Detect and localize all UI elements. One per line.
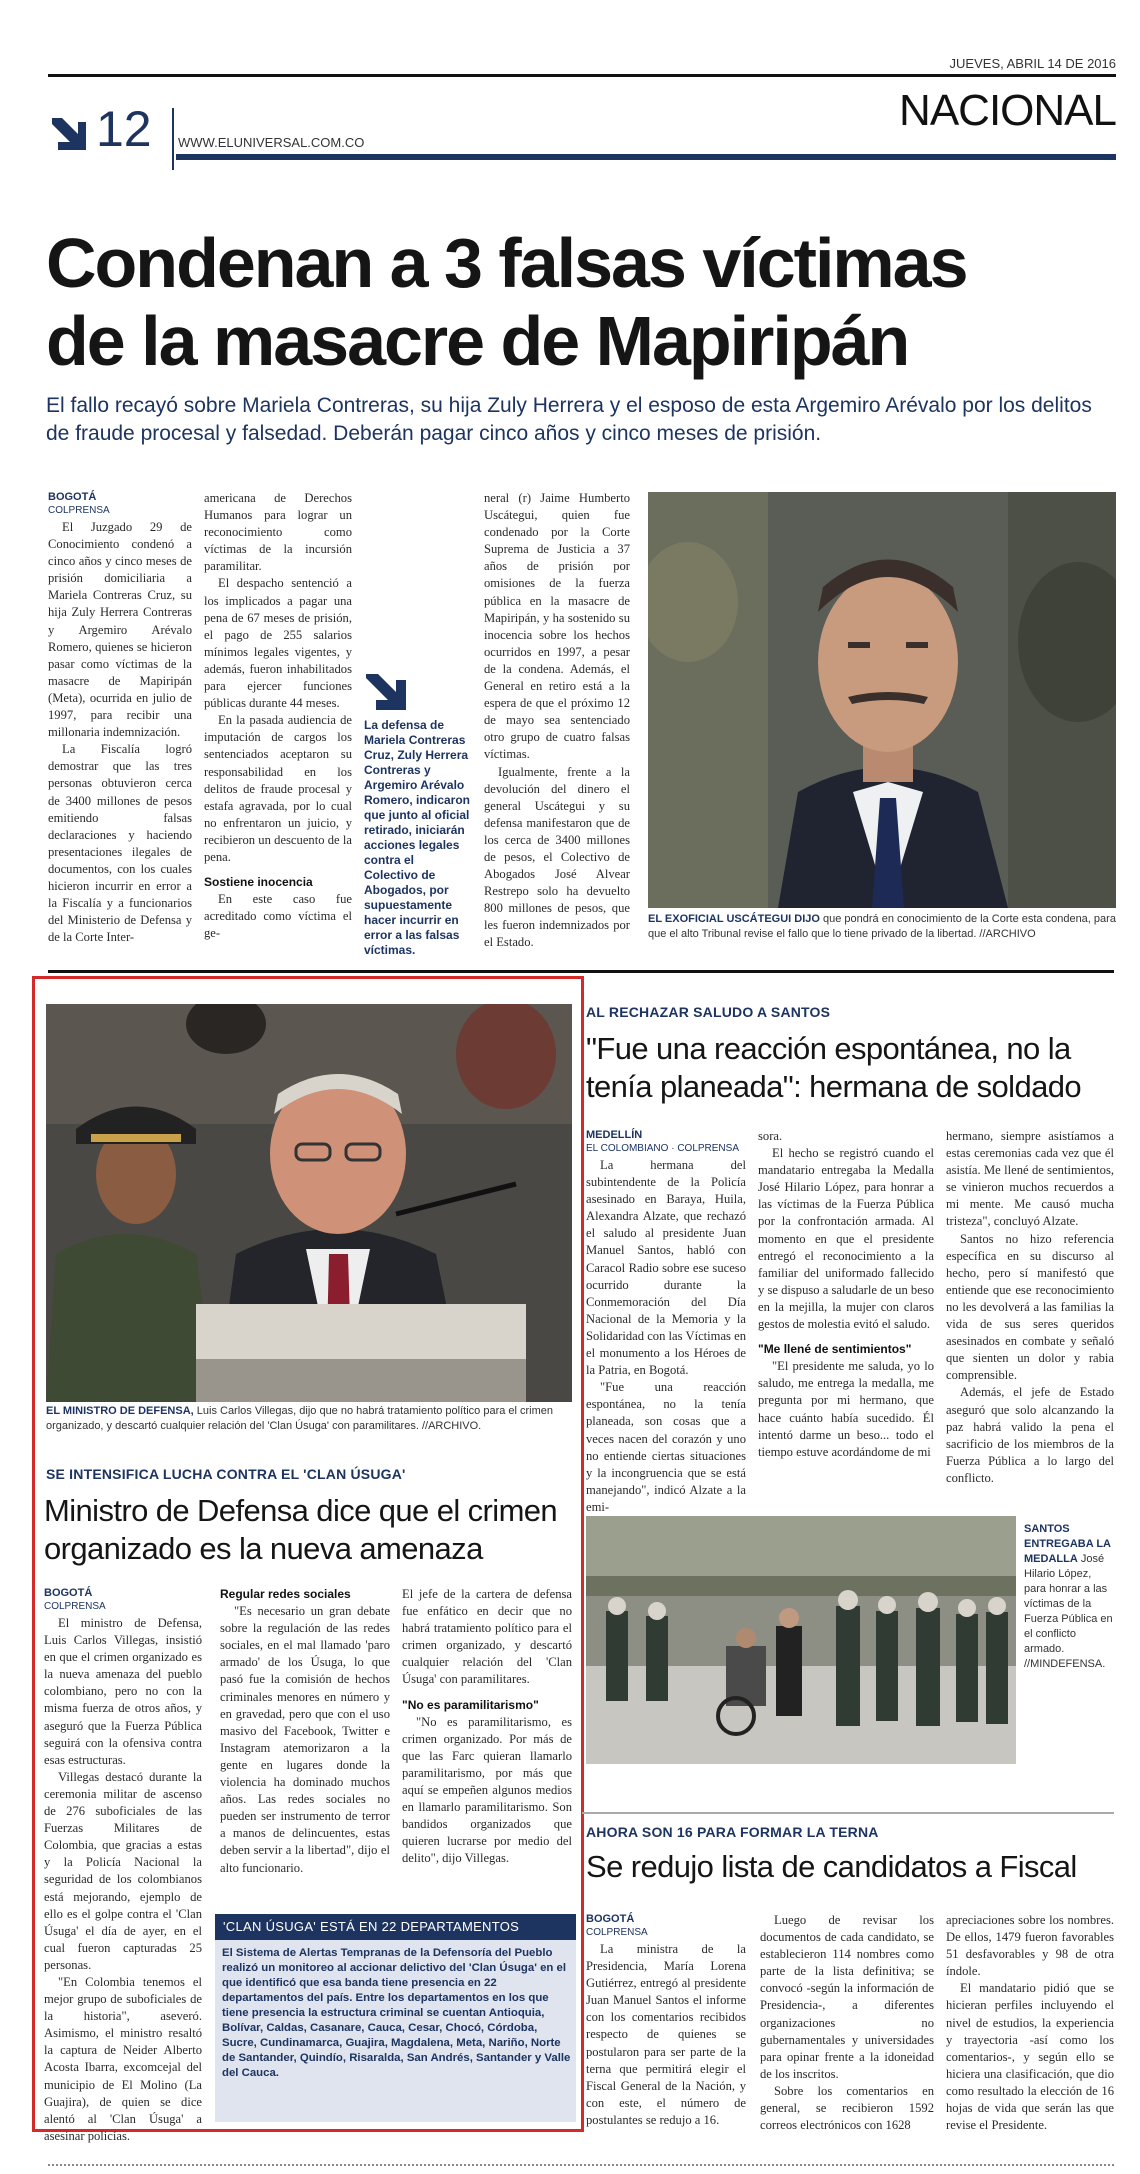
paragraph: "El presidente me saluda, yo lo saludo, me entrega la medalla, me pregunta por mi hermano, que hace cuánto había sucedido. Él intentó darme un beso... todo el tiempo estuve acordándome de mi: [758, 1359, 934, 1459]
paragraph: Sobre los comentarios en general, se recibieron 1592 correos electrónicos con 1628: [760, 2083, 934, 2133]
dateline: BOGOTÁ: [44, 1587, 93, 1599]
soldier-col-2: [758, 1128, 934, 1461]
clan-col-1: [44, 1586, 202, 2145]
deck-rest: , su hija Zuly Herrera y el esposo de esta Argemiro Arévalo por los delitos de fraude procesal y falsedad. Deberán pagar cinco años y cinco meses de prisión.: [46, 394, 1092, 445]
top-rule: [48, 74, 1116, 77]
soldier-headline: "Fue una reacción espontánea, no la tenía planeada": hermana de soldado: [586, 1031, 1082, 1104]
dateline: BOGOTÁ: [586, 1913, 635, 1925]
agency: COLPRENSA: [48, 505, 110, 516]
uscategui-caption: [648, 912, 1116, 942]
paragraph: El Juzgado 29 de Conocimiento condenó a cinco años y cinco meses de prisión domiciliaria a Mariela Contreras Cruz, su hija Zuly Herrera Contreras y Argemiro Arévalo Romero, quienes se hicieron pasar como víctimas de la masacre de Mapiripán (Meta), ocurrida en julio de 1997, para recibir una millonaria indemnización.: [48, 520, 192, 740]
caption-rest: José Hilario López, para honrar a las víctimas de la Fuerza Pública en el conflicto armado. //MINDEFENSA.: [1024, 1553, 1113, 1670]
arrow-down-right-icon: [48, 112, 90, 156]
section-title: NACIONAL: [899, 86, 1116, 135]
paragraph: "No es paramilitarismo, es crimen organizado. Por más de que las Farc quieran llamarlo paramilitarismo, por más que aquí se empeñen algunos medios en llamarlo paramilitarismo. Son bandidos organizados que quieren lucrarse por medio del delito", dijo Villegas.: [402, 1714, 572, 1866]
caption-rest: que pondrá en conocimiento de la Corte esta condena, para que el alto Tribunal revise el fallo que lo tiene privado de la libertad. //ARCHIVO: [648, 913, 1116, 940]
header-blue-rule: [176, 154, 1116, 160]
fiscal-col-1: [586, 1912, 746, 2129]
paragraph: En la pasada audiencia de imputación de cargos los sentenciados aceptaron su responsabilidad en los delitos de fraude procesal y estafa agravada, por lo cual no enfrentaron un juicio, y recibieron un descuento de la pena.: [204, 713, 352, 864]
agency: COLPRENSA: [44, 1601, 106, 1612]
uscategui-photo: [648, 492, 1116, 908]
clan-col-2: [220, 1586, 390, 1877]
soldier-kicker: AL RECHAZAR SALUDO A SANTOS: [586, 1004, 831, 1020]
headline-line-2: de la masacre de Mapiripán: [46, 302, 909, 380]
minister-photo: [46, 1004, 572, 1402]
paragraph: neral (r) Jaime Humberto Uscátegui, quien fue condenado por la Corte Suprema de Justicia a 37 años de prisión por omisiones de la fuerza pública en la masacre de Mapiripán, y ha sostenido su inocencia sobre los hechos ocurridos en 1997, a pesar de la condena. Además, el General en retiro está a la espera de que el próximo 12 de mayo sea sentenciado otro grupo de cuatro falsas víctimas.: [484, 491, 630, 762]
sidebox-title: 'CLAN ÚSUGA' ESTÁ EN 22 DEPARTAMENTOS: [215, 1914, 576, 1940]
fiscal-rule: [582, 1812, 1114, 1814]
issue-date: JUEVES, ABRIL 14 DE 2016: [949, 56, 1116, 71]
caption-rest: Luis Carlos Villegas, dijo que no habrá tratamiento político para el crimen organizado, y descartó cualquier relación del 'Clan Úsuga' con paramilitares. //ARCHIVO.: [46, 1405, 554, 1432]
portrait-illustration: [648, 492, 1116, 908]
ceremony-photo: [586, 1516, 1016, 1764]
soldier-col-3: [946, 1128, 1114, 1487]
dateline: MEDELLÍN: [586, 1129, 643, 1141]
subhead: Regular redes sociales: [220, 1587, 351, 1601]
fiscal-col-2: [760, 1912, 934, 2134]
deck-lead: El fallo recayó sobre Mariela Contreras: [46, 394, 409, 417]
main-col-2: [204, 490, 352, 942]
paragraph: sora.: [758, 1129, 783, 1143]
clan-kicker: SE INTENSIFICA LUCHA CONTRA EL 'CLAN ÚSUGA': [46, 1466, 406, 1482]
paragraph: El despacho sentenció a los implicados a pagar una pena de 67 meses de prisión, el pago de 255 salarios mínimos legales vigentes, y además, fueron inhabilitados para ejercer funciones públicas durante 44 meses.: [204, 576, 352, 711]
site-url[interactable]: WWW.ELUNIVERSAL.COM.CO: [178, 135, 365, 150]
bottom-dotted-rule: [48, 2164, 1114, 2166]
sidebox-text: El Sistema de Alertas Tempranas de la Defensoría del Pueblo realizó un monitoreo al accionar delictivo del 'Clan Úsuga' en el que identificó que esa banda tiene presencia en 22 departamentos del país. Entre los departamentos en los que tiene presencia la estructura criminal se cuentan Antioquia, Bolívar, Caldas, Casanare, Cauca, Cesar, Chocó, Córdoba, Sucre, Cundinamarca, Guajira, Magdalena, Meta, Nariño, Norte de Santander, Quindío, Risaralda, San Andrés, Santander y Valle del Cauca.: [222, 1947, 571, 2079]
main-col-3: [484, 490, 630, 952]
paragraph: "Es necesario un gran debate sobre la regulación de las redes sociales, en el mal llamado 'paro armado' de los Úsuga, lo que pasó fue la comisión de hechos criminales menores en número y en gravedad, pero que con el uso masivo del Facebook, Twitter e Instagram atemorizaron a la gente en lugares donde la violencia ha dominado muchos años. Las redes sociales no pueden ser instrumento de terror a manos de delincuentes, estas deben servir a la libertad", dijo el alto funcionario.: [220, 1604, 390, 1875]
paragraph: "Fue una reacción espontánea, no la tenía planeada, son cosas que a veces nacen del corazón y uno no entiende ciertas situaciones y la incongruencia que se está manejando", indicó Alzate a la emi-: [586, 1380, 746, 1514]
subhead: "No es paramilitarismo": [402, 1697, 539, 1712]
paragraph: americana de Derechos Humanos para lograr un reconocimiento como víctimas de la incursión paramilitar.: [204, 491, 352, 574]
soldier-col-1: [586, 1128, 746, 1516]
pull-quote: La defensa de Mariela Contreras Cruz, Zuly Herrera Contreras y Argemiro Arévalo Romero, indicaron que junto al oficial retirado, iniciarán acciones legales contra el Colectivo de Abogados, por supuestamente hacer incurrir en error a las falsas víctimas.: [364, 718, 471, 957]
paragraph: apreciaciones sobre los nombres. De ellos, 1479 fueron favorables 51 desfavorables y 98 de otra índole.: [946, 1913, 1114, 1979]
page-number: 12: [96, 101, 152, 157]
agency: EL COLOMBIANO · COLPRENSA: [586, 1143, 739, 1154]
minister-illustration: [46, 1004, 572, 1402]
clan-headline: Ministro de Defensa dice que el crimen organizado es la nueva amenaza: [44, 1493, 558, 1566]
arrow-down-right-icon: [364, 668, 410, 714]
paragraph: El hecho se registró cuando el mandatario entregaba la Medalla José Hilario López, para honrar a las víctimas de la Fuerza Pública por la confrontación armada. Al momento en que el presidente entregó el reconocimiento a la familiar del uniformado fallecido y se dispuso a saludarle de un beso en la mejilla, la mujer con claros gestos de molestia evitó el saludo.: [758, 1146, 934, 1332]
paragraph: En este caso fue acreditado como víctima el ge-: [204, 892, 352, 941]
paragraph: La Fiscalía logró demostrar que las tres personas obtuvieron cerca de 3400 millones de pesos emitiendo falsas declaraciones y haciendo presentaciones ilegales de documentos, con los cuales hicieron incurrir en error a la Fiscalía y a funcionarios del Ministerio de Defensa y de la Corte Inter-: [48, 742, 192, 945]
paragraph: El jefe de la cartera de defensa fue enfático en decir que no habrá tratamiento político para el crimen organizado, y descartó cualquier relación del 'Clan Úsuga' con paramilitares.: [402, 1587, 572, 1687]
main-headline: [46, 224, 1046, 380]
paragraph: El ministro de Defensa, Luis Carlos Villegas, insistió en que el crimen organizado es la nueva amenaza del pueblo colombiano, pero no con la misma fuerza de otros años, y aseguró que la Fuerza Pública seguirá con la ofensiva contra esas estructuras.: [44, 1616, 202, 1767]
section-divider: [48, 970, 1114, 973]
paragraph: Villegas destacó durante la ceremonia militar de ascenso de 276 suboficiales de las Fuerzas Militares de Colombia, que gracias a estas y la Policía Nacional la seguridad de los colombianos está mejorando, ejemplo de ello es el golpe contra el 'Clan Úsuga' el día de ayer, en el cual fueron capturadas 25 personas.: [44, 1769, 202, 1972]
clan-col-3: [402, 1586, 572, 1868]
paragraph: Igualmente, frente a la devolución del dinero el general Uscátegui y su defensa manifestaron que de los cerca de 3400 millones de pesos, el Colectivo de Abogados José Alvear Restrepo solo ha devuelto 800 millones de pesos, que les fueron indemnizados por el Estado.: [484, 764, 630, 950]
fiscal-kicker: AHORA SON 16 PARA FORMAR LA TERNA: [586, 1824, 879, 1840]
fiscal-headline: Se redujo lista de candidatos a Fiscal: [586, 1849, 1077, 1884]
minister-caption: [46, 1404, 572, 1434]
fiscal-col-3: [946, 1912, 1114, 2134]
paragraph: La ministra de la Presidencia, María Lorena Gutiérrez, entregó al presidente Juan Manuel Santos el informe con los comentarios recibidos respecto de quienes se postularon para ser parte de la terna que permitirá elegir el Fiscal General de la Nación, y con este, el número de postulantes se redujo a 16.: [586, 1942, 746, 2127]
subhead: Sostiene inocencia: [204, 875, 313, 890]
main-col-1: [48, 490, 192, 946]
paragraph: Santos no hizo referencia específica en su discurso al hecho, pero sí manifestó que entiende que ese reconocimiento no les devolverá a las familias la vida de sus seres queridos asesinados en combate y señaló que sienten un dolor y rabia comprensible.: [946, 1231, 1114, 1383]
paragraph: El mandatario pidió que se hicieran perfiles incluyendo el nivel de estudios, la experiencia y trayectoria -así como los comentarios-, y según ello se hiciera una clasificación, que dio como resultado la elección de 16 hojas de vida que serán las que revise el Presidente.: [946, 1981, 1114, 2133]
main-deck: [46, 392, 1106, 448]
subhead: "Me llené de sentimientos": [758, 1342, 912, 1357]
paragraph: "En Colombia tenemos el mejor grupo de suboficiales de la historia", aseveró. Asimismo, el ministro resaltó la captura de Neider Alberto Acosta Ibarra, excomcejal del municipio de El Molino (La Guajira), de quien se dice alentó al 'Clan Úsuga' a asesinar policías.: [44, 1974, 202, 2143]
agency: COLPRENSA: [586, 1927, 648, 1938]
paragraph: hermano, siempre asistíamos a estas ceremonias cada vez que él asistía. Me llené de sentimientos, se vinieron muchos recuerdos a mi mente. Me causó mucha tristeza", concluyó Alzate.: [946, 1129, 1114, 1229]
ceremony-caption: [1024, 1522, 1116, 1672]
paragraph: Además, el jefe de Estado aseguró que solo alcanzando la paz habrá valido la pena el sacrificio de los miembros de la Fuerza Pública a lo largo del conflicto.: [946, 1385, 1114, 1485]
headline-line-1: Condenan a 3 falsas víctimas: [46, 224, 967, 302]
caption-lead: SANTOS ENTREGABA LA MEDALLA: [1024, 1523, 1111, 1565]
paragraph: La hermana del subintendente de la Policía asesinado en Baraya, Huila, Alexandra Alzate, que rechazó el saludo al presidente Juan Manuel Santos, habló con Caracol Radio sobre ese suceso ocurrido durante la Conmemoración del Día Nacional de la Memoria y la Solidaridad con las Víctimas en el monumento a los Héroes de la Patria, en Bogotá.: [586, 1158, 746, 1378]
dateline: BOGOTÁ: [48, 491, 97, 503]
caption-lead: EL MINISTRO DE DEFENSA,: [46, 1405, 194, 1417]
ceremony-illustration: [586, 1516, 1016, 1764]
caption-lead: EL EXOFICIAL USCÁTEGUI DIJO: [648, 913, 820, 925]
paragraph: Luego de revisar los documentos de cada candidato, se establecieron 114 nombres como parte de la lista definitiva; se convocó -según la información de Presidencia-, a diferentes organizaciones no gubernamentales y universidades para opinar frente a la idoneidad de los inscritos.: [760, 1913, 934, 2081]
